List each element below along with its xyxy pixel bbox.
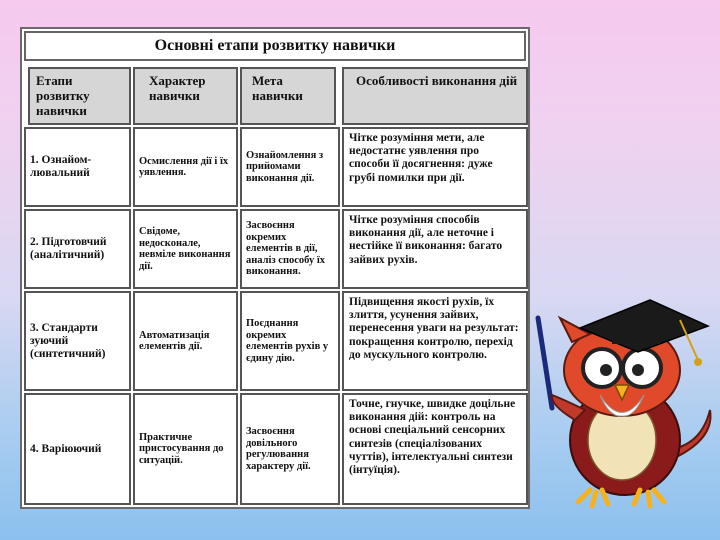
goal-cell-2	[240, 209, 340, 289]
header-goal-label: Мета навички	[252, 73, 303, 103]
goal-text-2: Засвоєння окремих елементів в дії, аналіз способу їх виконання.	[246, 220, 326, 278]
stage-label-4: 4. Варіюючий	[30, 442, 102, 455]
goal-cell-1	[240, 127, 340, 207]
header-stage-label: Етапи розвитку навички	[36, 73, 90, 118]
features-text-2: Чітке розуміння способів виконання дії, але неточне і нестійке її виконання: багато зайвих рухів.	[349, 214, 503, 266]
goal-text-3: Поєднання окремих елементів рухів у єдину дію.	[246, 318, 329, 364]
character-cell-1	[133, 127, 238, 207]
features-text-4: Точне, гнучке, швидке доцільне виконання дій: контроль на основі спеціальний сенсорних синтезів (спеціалізованих чуттів), інтелектуальні синтези (інтуїція).	[349, 398, 516, 477]
table-title: Основні етапи розвитку навички	[24, 31, 526, 61]
goal-cell-3	[240, 291, 340, 391]
stage-cell-4	[24, 393, 131, 505]
character-cell-4	[133, 393, 238, 505]
header-character	[133, 67, 238, 125]
stage-cell-2	[24, 209, 131, 289]
header-goal	[240, 67, 336, 125]
character-text-1: Осмислення дії і їх уявлення.	[139, 155, 229, 178]
character-text-4: Практичне пристосування до ситуацій.	[139, 431, 224, 466]
header-stage	[28, 67, 131, 125]
stage-label-3: 3. Стандарти зуючий (синтетичний)	[30, 321, 106, 360]
stage-cell-1	[24, 127, 131, 207]
character-cell-3	[133, 291, 238, 391]
stage-cell-3	[24, 291, 131, 391]
stage-label-2: 2. Підготовчий (аналітичний)	[30, 236, 107, 261]
features-cell-4	[342, 393, 528, 505]
features-cell-2	[342, 209, 528, 289]
features-cell-1	[342, 127, 528, 207]
character-text-3: Автоматизація елементів дії.	[139, 329, 210, 352]
header-features	[342, 67, 528, 125]
goal-text-4: Засвоєння довільного регулювання характеру дії.	[246, 426, 311, 472]
character-cell-2	[133, 209, 238, 289]
features-text-3: Підвищення якості рухів, їх злиття, усунення зайвих, перенесення уваги на результат: покращення контролю, перехід до мускульного контролю.	[349, 296, 519, 361]
header-character-label: Характер навички	[149, 73, 206, 103]
features-cell-3	[342, 291, 528, 391]
features-text-1: Чітке розуміння мети, але недостатнє уявлення про способи її досягнення: дуже грубі помилки при дії.	[349, 132, 493, 184]
owl-mascot-icon	[530, 290, 720, 510]
character-text-2: Свідоме, недосконале, невміле виконання дії.	[139, 226, 231, 272]
goal-text-1: Ознайомлення з прийомами виконання дії.	[246, 149, 324, 184]
header-features-label: Особливості виконання дій	[356, 73, 518, 88]
skill-stages-table	[20, 27, 530, 509]
goal-cell-4	[240, 393, 340, 505]
stage-label-1: 1. Ознайом-лювальний	[30, 154, 92, 179]
